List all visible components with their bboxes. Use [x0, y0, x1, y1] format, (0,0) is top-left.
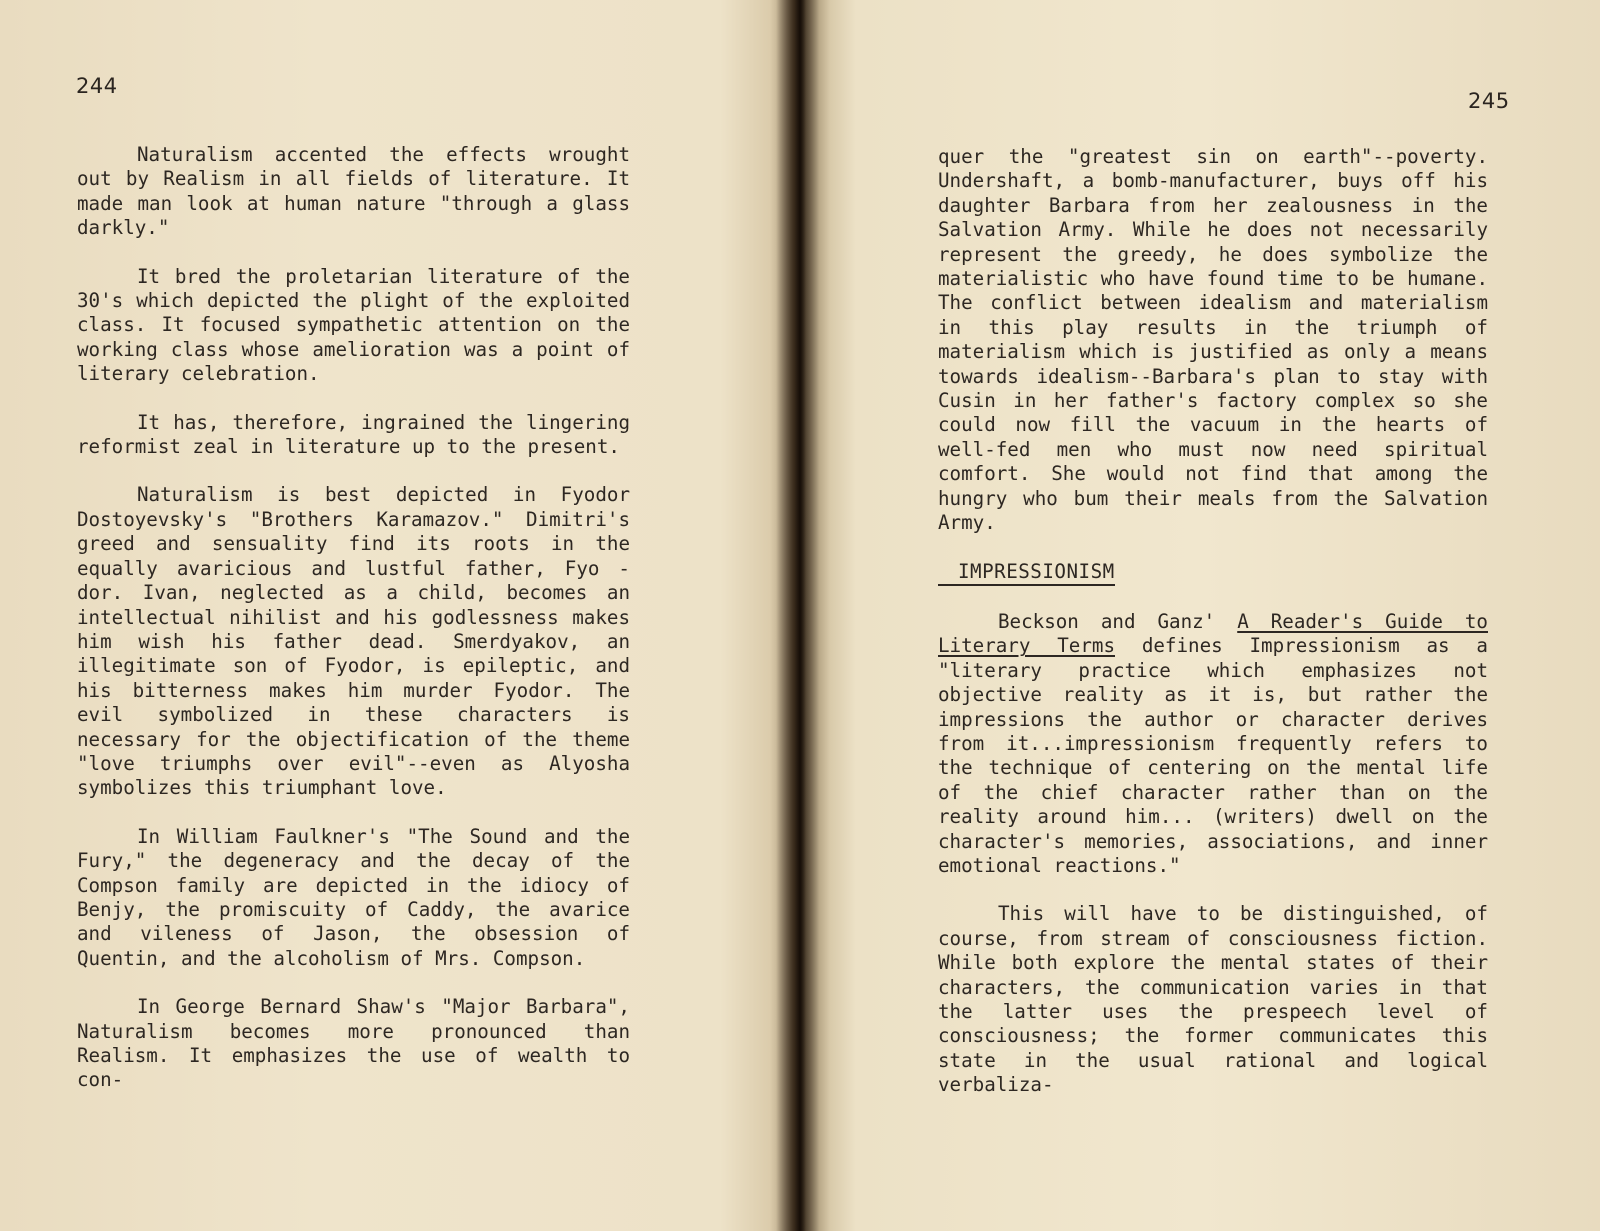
- paragraph-shaw: In George Bernard Shaw's "Major Barbara", Naturalism becomes more pronounced than Realism. It emphasizes the use of wealth to con-: [77, 995, 630, 1092]
- page-number-left: 244: [76, 74, 118, 98]
- paragraph-reformist-zeal: It has, therefore, ingrained the lingering reformist zeal in literature up to the present.: [77, 410, 630, 459]
- left-page: [0, 0, 790, 1231]
- section-heading-impressionism: IMPRESSIONISM: [938, 560, 1115, 586]
- right-page-text: [938, 145, 1488, 1122]
- impressionism-definition-rest: defines Impressionism as a "literary practice which emphasizes not objective reality as it is, but rather the impressions the author or character derives from it...impressionism frequently refers to the technique of centering on the mental life of the chief character rather than on the reality around him... (writers) dwell on the character's memories, associations, and inner emotional reactions.": [938, 634, 1488, 877]
- page-number-right: 245: [1468, 89, 1510, 113]
- left-page-text: [77, 143, 630, 1117]
- paragraph-impressionism-definition: [938, 610, 1488, 878]
- paragraph-shaw-continued: quer the "greatest sin on earth"--poverty. Undershaft, a bomb-manufacturer, buys off his daughter Barbara from her zealousness in the Salvation Army. While he does not necessarily represent the greedy, he does symbolize the materialistic who have found time to be humane. The conflict between idealism and materialism in this play results in the triumph of materialism which is justified as only a means towards idealism--Barbara's plan to stay with Cusin in her father's factory complex so she could now fill the vacuum in the hearts of well-fed men who must now need spiritual comfort. She would not find that among the hungry who bum their meals from the Salvation Army.: [938, 145, 1488, 535]
- right-page: [800, 0, 1600, 1231]
- paragraph-stream-of-consciousness: This will have to be distinguished, of course, from stream of consciousness fiction. While both explore the mental states of their characters, the communication varies in that the latter uses the prespeech level of consciousness; the former communicates this state in the usual rational and logical verbaliza-: [938, 902, 1488, 1097]
- section-heading-wrap: [938, 560, 1488, 586]
- paragraph-naturalism-intro: Naturalism accented the effects wrought out by Realism in all fields of literature. It made man look at human nature "through a glass darkly.": [77, 143, 630, 240]
- paragraph-proletarian: It bred the proletarian literature of the 30's which depicted the plight of the exploited class. It focused sympathetic attention on the working class whose amelioration was a point of literary celebration.: [77, 264, 630, 386]
- paragraph-faulkner: In William Faulkner's "The Sound and the Fury," the degeneracy and the decay of the Compson family are depicted in the idiocy of Benjy, the promiscuity of Caddy, the avarice and vileness of Jason, the obsession of Quentin, and the alcoholism of Mrs. Compson.: [77, 824, 630, 970]
- impressionism-lead: Beckson and Ganz': [998, 609, 1238, 633]
- book-title-readers-guide: A Reader's Guide to Literary Terms: [938, 609, 1488, 658]
- paragraph-dostoyevsky: Naturalism is best depicted in Fyodor Dostoyevsky's "Brothers Karamazov." Dimitri's greed and sensuality find its roots in the equally avaricious and lustful father, Fyo - dor. Ivan, neglected as a child, becomes an intellectual nihilist and his godlessness makes him wish his father dead. Smerdyakov, an illegitimate son of Fyodor, is epileptic, and his bitterness makes him murder Fyodor. The evil symbolized in these characters is necessary for the objectification of the theme "love triumphs over evil"--even as Alyosha symbolizes this triumphant love.: [77, 483, 630, 800]
